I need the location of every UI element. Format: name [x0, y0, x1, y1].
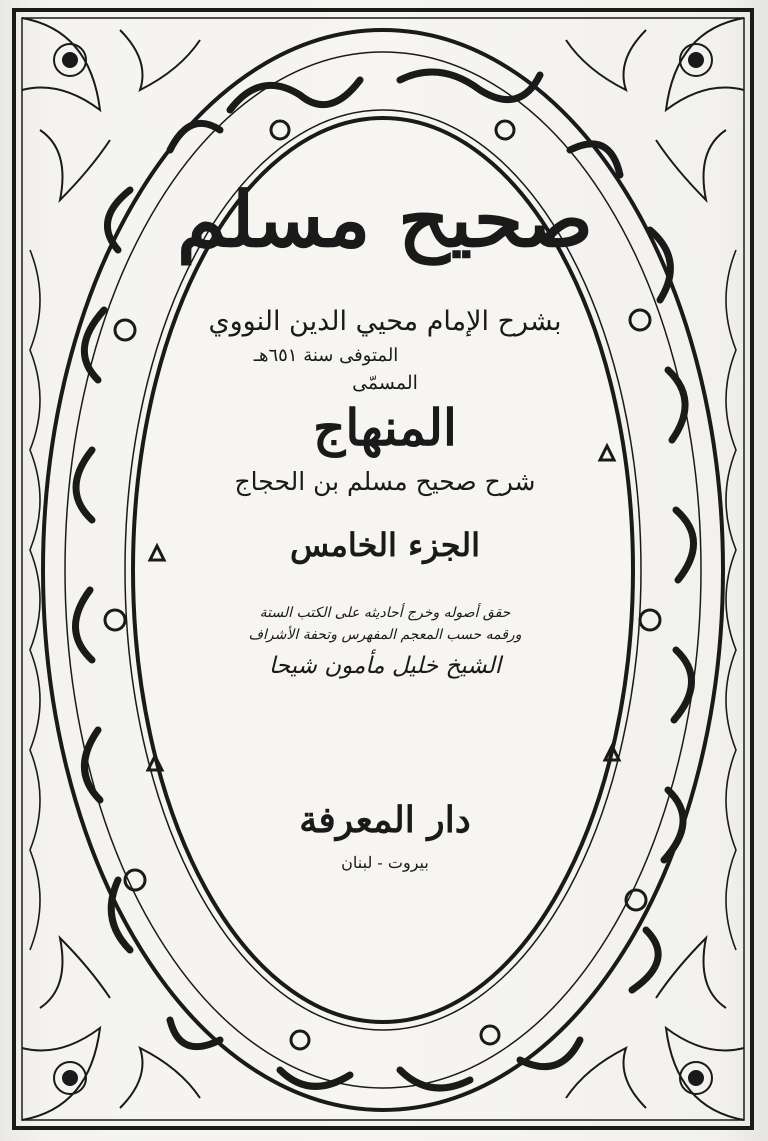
corner-ornament-top-right — [566, 18, 744, 200]
volume-label: الجزء الخامس — [289, 525, 481, 564]
book-title: صحيح مسلم — [176, 175, 594, 264]
editor-note-line-2: ورقمه حسب المعجم المفهرس وتحفة الأشراف — [248, 627, 522, 644]
publisher-name: دار المعرفة — [299, 798, 471, 841]
commentary-title: المنهاج — [313, 397, 457, 457]
commentary-subtitle: شرح صحيح مسلم بن الحجاج — [234, 466, 536, 496]
editor-name: الشيخ خليل مأمون شيحا — [268, 652, 502, 679]
publisher-place: بيروت - لبنان — [341, 852, 429, 872]
commentary-author-line: بشرح الإمام محيي الدين النووي — [208, 305, 562, 337]
editor-note-line-1: حقق أصوله وخرج أحاديثه على الكتب الستة — [259, 604, 511, 621]
called-label: المسمّى — [352, 371, 418, 394]
death-year: المتوفى سنة ٦٥١هـ — [253, 344, 399, 366]
side-ornament-left — [30, 250, 40, 950]
corner-ornament-top-left — [22, 18, 200, 200]
side-ornament-right — [726, 250, 736, 950]
title-content — [160, 175, 610, 872]
